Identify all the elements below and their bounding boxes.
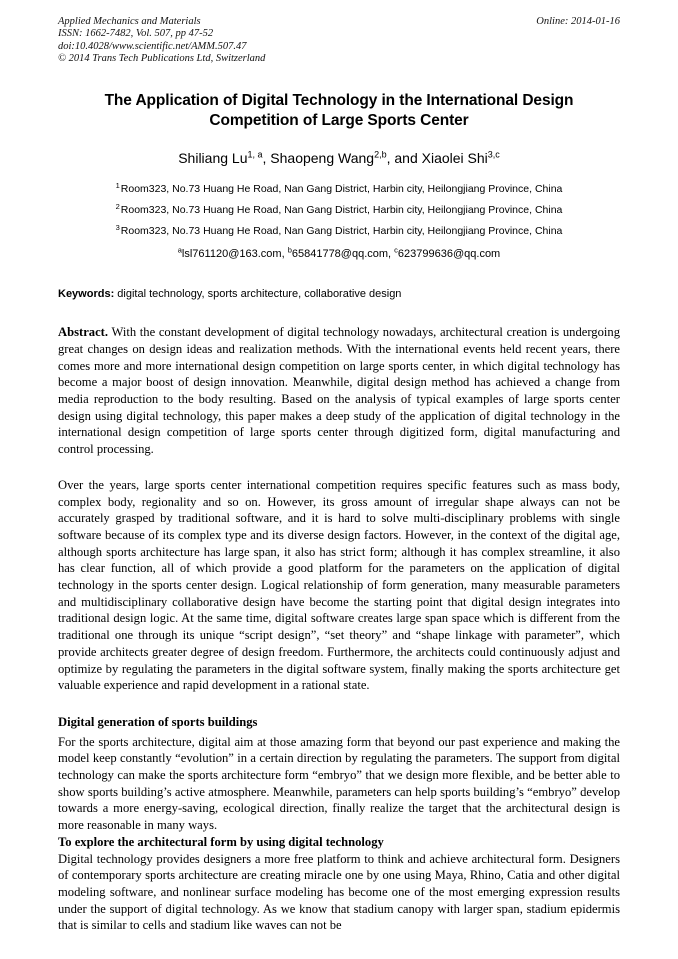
author-1-name: Shiliang Lu xyxy=(178,150,248,167)
email-2-marker: b xyxy=(287,245,292,255)
abstract-text: With the constant development of digital technology nowadays, architectural creation is undergoing great changes on design ideas and realization methods. With the international events held recent years, there comes more and more international design competition on large sports center, in which digital technology has become a major boost of design innovation. Meanwhile, digital design method has achieved a change from media reproduction to the body resulting. Based on the analysis of typical examples of large sports center design using digital technology, this paper makes a deep study of the application of digital technology in the international design competition of large sports center through digitized form, digital manufacturing and control processing. xyxy=(58,325,620,457)
author-3 xyxy=(422,150,500,166)
affiliation-list xyxy=(58,179,620,242)
doi-line: doi:10.4028/www.scientific.net/AMM.507.47 xyxy=(58,40,247,52)
affiliation-1-text: Room323, No.73 Huang He Road, Nan Gang District, Harbin city, Heilongjiang Province, China xyxy=(120,183,563,196)
affiliation-item xyxy=(58,221,620,242)
affiliation-item xyxy=(58,179,620,200)
affiliation-1-marker: 1 xyxy=(115,180,120,190)
author-2-name: Shaopeng Wang xyxy=(270,150,375,167)
intro-paragraph: Over the years, large sports center international competition requires specific features such as mass body, complex body, regionality and so on. However, its gross amount of irregular shape always can not be accurately grasped by traditional software, and it is hard to solve multi-disciplinary problems with single software because of its complex type and its diverse design factors. However, in the context of the digital age, although sports architecture has large span, it also has strict form; although it has complex streamline, it also has clear function, all of which provide a good platform for the parameters on the application of digital technology in the sports center design. Logical relationship of form generation, many measurable parameters and multidisciplinary collaborative design have become the starting point that digital design integrates into traditional design logic. At the same time, digital software creates large span space which is different from the traditional one through its unique “script design”, “set theory” and “shape linkage with parameter”, which provide architects greater degree of design freedom. Furthermore, the architects could continuously adjust and optimize by regulating the parameters in the digital software system, finally making the sports architecture get valuable experience and rapid development in a rational state. xyxy=(58,477,620,693)
journal-header xyxy=(58,16,620,65)
author-separator-2: , and xyxy=(386,150,422,167)
author-2-marker: 2,b xyxy=(374,149,387,160)
email-1-marker: a xyxy=(177,245,182,255)
email-list xyxy=(58,247,620,262)
affiliation-2-text: Room323, No.73 Huang He Road, Nan Gang District, Harbin city, Heilongjiang Province, China xyxy=(120,204,563,217)
keywords-label: Keywords: xyxy=(58,288,115,301)
email-separator-2: , xyxy=(388,248,395,261)
author-separator-1: , xyxy=(262,150,271,167)
page-title: The Application of Digital Technology in the International Design Competition of Large Sports Center xyxy=(104,92,574,130)
online-date: Online: 2014-01-16 xyxy=(536,16,620,27)
copyright-line: © 2014 Trans Tech Publications Ltd, Switzerland xyxy=(58,52,266,64)
abstract xyxy=(58,324,620,458)
email-3-marker: c xyxy=(394,245,398,255)
sub-heading: To explore the architectural form by using digital technology xyxy=(58,834,384,849)
affiliation-2-marker: 2 xyxy=(115,201,120,211)
affiliation-3-marker: 3 xyxy=(115,222,120,232)
email-separator-1: , xyxy=(281,248,288,261)
journal-header-top-row xyxy=(58,16,620,28)
author-3-marker: 3,c xyxy=(487,149,500,160)
issn-line: ISSN: 1662-7482, Vol. 507, pp 47-52 xyxy=(58,28,214,40)
email-1-address[interactable]: lsl761120@163.com xyxy=(181,248,282,261)
author-2 xyxy=(270,150,386,166)
abstract-label: Abstract. xyxy=(58,325,109,340)
affiliation-item xyxy=(58,200,620,221)
email-3-address[interactable]: 623799636@qq.com xyxy=(397,248,501,261)
author-1 xyxy=(178,150,262,166)
section-paragraph: For the sports architecture, digital aim at those amazing form that beyond our past experience and making the model keep constantly “evolution” in a certain direction by regulating the parameters. The support from digital technology can make the sports architecture form “embryo” that we design more flexible, and be better able to show sports building’s active atmosphere. Meanwhile, parameters can help sports building’s “embryo” develop towards a more energy-saving, ecological direction, finally realize the target that the architectural design is more reasonable in many ways. xyxy=(58,734,620,833)
author-3-name: Xiaolei Shi xyxy=(421,150,488,167)
keywords-value: digital technology, sports architecture, collaborative design xyxy=(114,288,402,301)
keywords xyxy=(58,287,620,302)
journal-name: Applied Mechanics and Materials xyxy=(58,16,201,27)
author-1-marker: 1, a xyxy=(247,149,263,160)
email-2-address[interactable]: 65841778@qq.com xyxy=(291,248,389,261)
section-heading: Digital generation of sports buildings xyxy=(58,714,258,729)
affiliation-3-text: Room323, No.73 Huang He Road, Nan Gang District, Harbin city, Heilongjiang Province, China xyxy=(120,225,563,238)
author-list xyxy=(58,149,620,167)
page-content xyxy=(58,16,620,934)
sub-paragraph: Digital technology provides designers a more free platform to think and achieve architectural form. Designers of contemporary sports architecture are creating miracle one by one using Maya, Rhino, Catia and other digital modeling software, and nonlinear surface modeling has become one of the most emerging expression results under the support of digital technology. As we know that stadium canopy with larger span, stadium epidermis that is similar to cells and stadium like waves can not be xyxy=(58,851,620,933)
